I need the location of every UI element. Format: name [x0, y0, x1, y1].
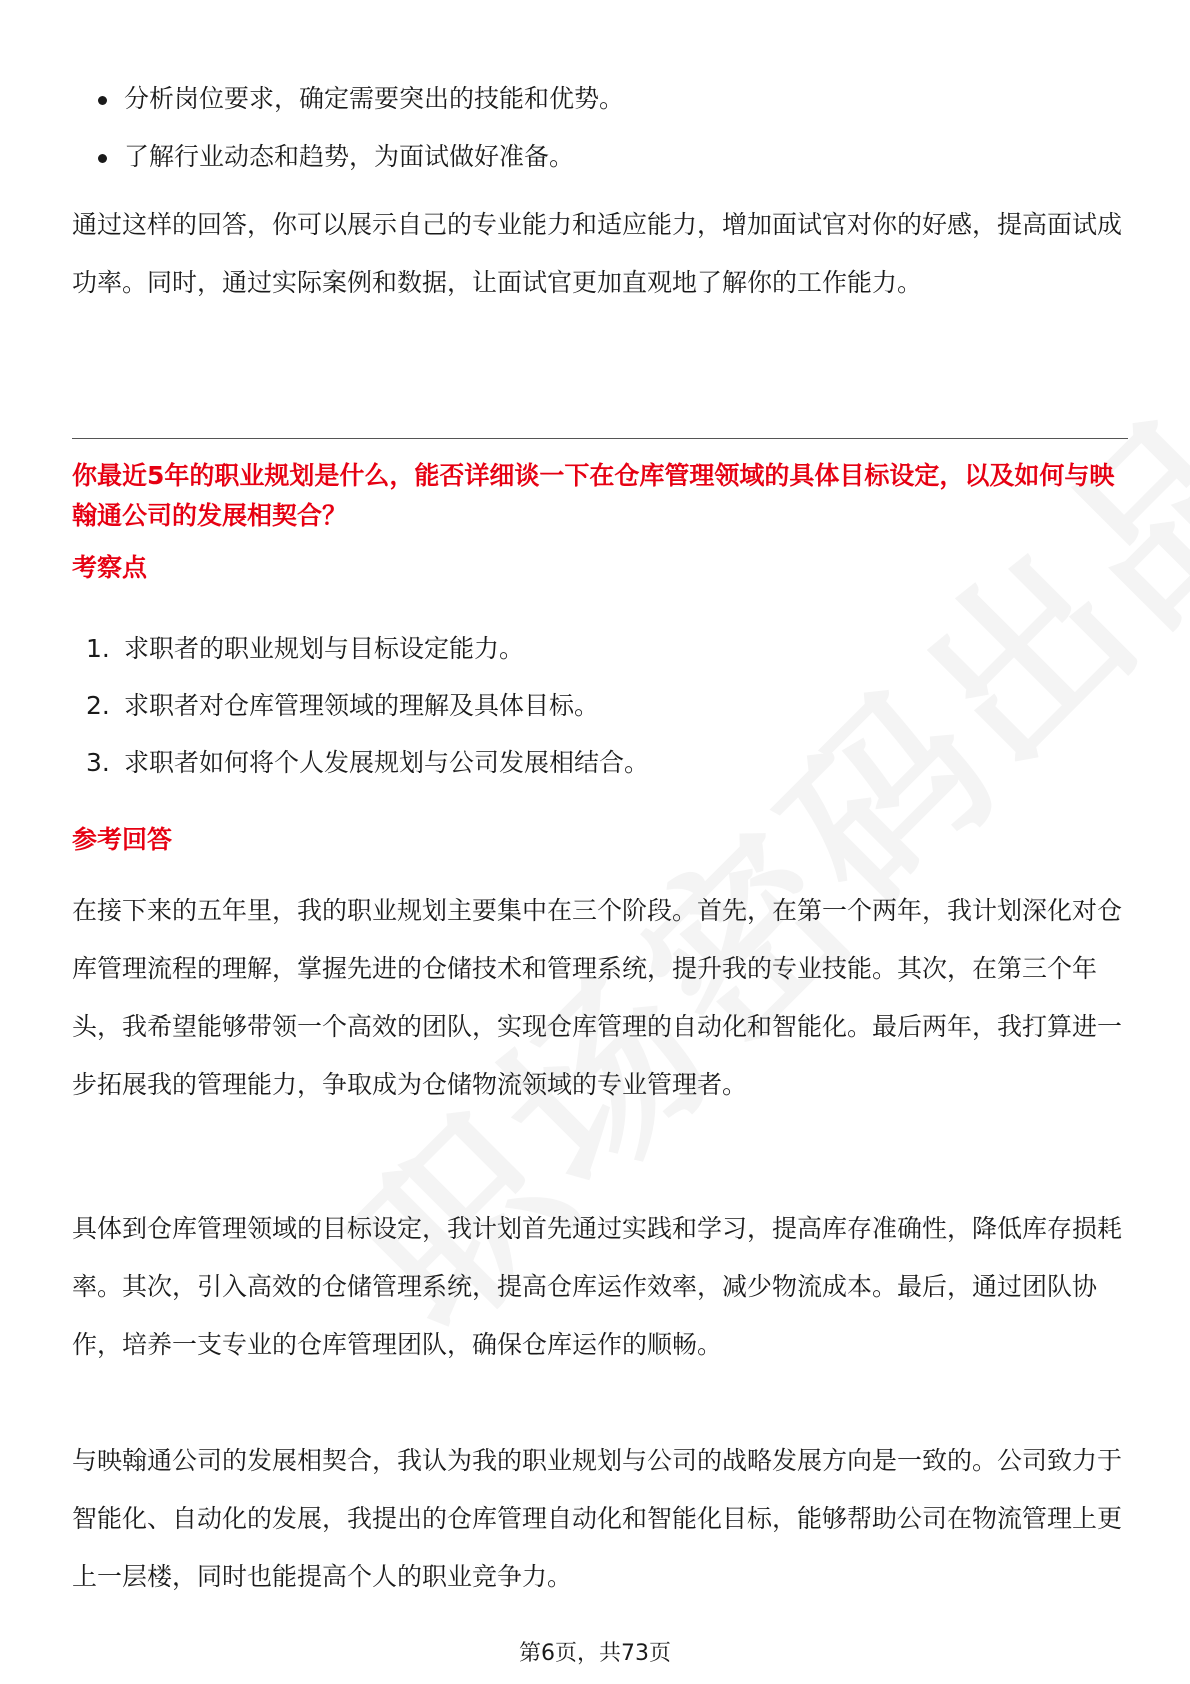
section-divider	[72, 438, 1128, 439]
list-item	[96, 70, 624, 128]
bullet-icon	[98, 96, 107, 105]
page-number: 第6页，共73页	[519, 1641, 671, 1666]
bullet-text: 分析岗位要求，确定需要突出的技能和优势。	[124, 84, 625, 113]
bullet-list	[96, 70, 624, 186]
bullet-icon	[98, 154, 107, 163]
list-item	[86, 620, 649, 677]
bullet-text: 了解行业动态和趋势，为面试做好准备。	[124, 142, 575, 171]
list-text: 求职者对仓库管理领域的理解及具体目标。	[124, 691, 600, 720]
answer-paragraph-1: 在接下来的五年里，我的职业规划主要集中在三个阶段。首先，在第一个两年，我计划深化对仓库管理流程的理解，掌握先进的仓储技术和管理系统，提升我的专业技能。其次，在第三个年头，我希望能够带领一个高效的团队，实现仓库管理的自动化和智能化。最后两年，我打算进一步拓展我的管理能力，争取成为仓储物流领域的专业管理者。	[72, 896, 1123, 1099]
summary-paragraph: 通过这样的回答，你可以展示自己的专业能力和适应能力，增加面试官对你的好感，提高面试成功率。同时，通过实际案例和数据，让面试官更加直观地了解你的工作能力。	[72, 210, 1123, 297]
list-text: 求职者的职业规划与目标设定能力。	[124, 634, 525, 663]
list-number: 3.	[86, 748, 110, 777]
considerations-title: 考察点	[72, 553, 148, 582]
list-item	[96, 128, 624, 186]
reference-answer-title: 参考回答	[72, 825, 173, 854]
considerations-list	[86, 620, 649, 791]
answer-paragraph-3: 与映翰通公司的发展相契合，我认为我的职业规划与公司的战略发展方向是一致的。公司致力于智能化、自动化的发展，我提出的仓库管理自动化和智能化目标，能够帮助公司在物流管理上更上一层楼，同时也能提高个人的职业竞争力。	[72, 1446, 1123, 1591]
list-item	[86, 734, 649, 791]
list-text: 求职者如何将个人发展规划与公司发展相结合。	[124, 748, 650, 777]
list-number: 2.	[86, 691, 110, 720]
answer-paragraph-2: 具体到仓库管理领域的目标设定，我计划首先通过实践和学习，提高库存准确性，降低库存损耗率。其次，引入高效的仓储管理系统，提高仓库运作效率，减少物流成本。最后，通过团队协作，培养一支专业的仓库管理团队，确保仓库运作的顺畅。	[72, 1214, 1123, 1359]
question-heading: 你最近5年的职业规划是什么，能否详细谈一下在仓库管理领域的具体目标设定，以及如何与映翰通公司的发展相契合？	[72, 461, 1115, 530]
list-item	[86, 677, 649, 734]
document-page	[72, 0, 1128, 1684]
list-number: 1.	[86, 634, 110, 663]
